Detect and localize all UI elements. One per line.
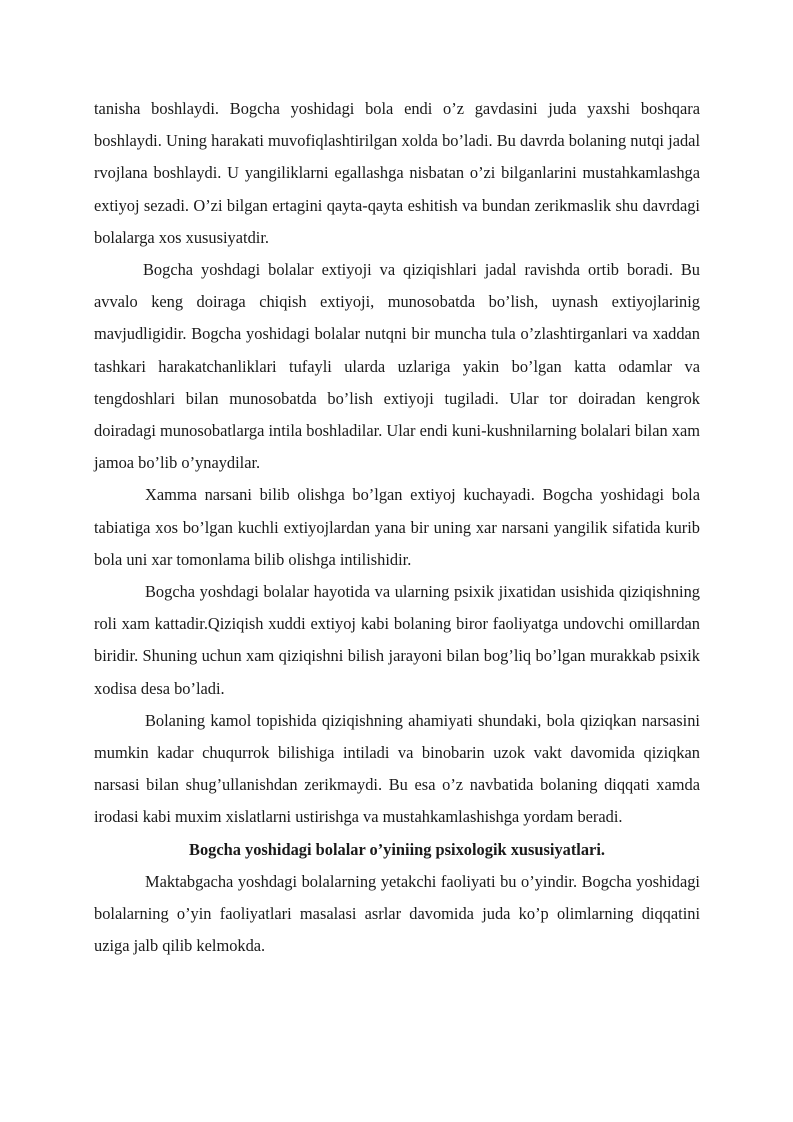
paragraph-development: Bolaning kamol topishida qiziqishning ahamiyati shundaki, bola qiziqkan narsasini mumkin kadar chuqurrok bilishiga intiladi va binobarin uzok vakt davomida qiziqkan narsasi bilan shug’ullanishdan zerikmaydi. Bu esa o’z navbatida bolaning diqqati xamda irodasi kabi muxim xislatlarni ustirishga va mustahkamlashishga yordam beradi. [94, 710, 700, 827]
paragraph-learning-need: Xamma narsani bilib olishga bo’lgan extiyoj kuchayadi. Bogcha yoshidagi bola tabiatiga xos bo’lgan kuchli extiyojlardan yana bir uning xar narsani yangilik sifatida kurib bola uni xar tomonlama bilib olishga intilishidir. [94, 485, 700, 569]
document-page [94, 93, 700, 962]
paragraph-interest-role: Bogcha yoshdagi bolalar hayotida va ularning psixik jixatidan usishida qiziqishning roli xam kattadir.Qiziqish xuddi extiyoj kabi bolaning biror faoliyatga undovchi omillardan biridir. Shuning uchun xam qiziqishni bilish jarayoni bilan bog’liq bo’lgan murakkab psixik xodisa desa bo’ladi. [94, 582, 700, 698]
section-heading: Bogcha yoshidagi bolalar o’yiniing psixologik xususiyatlari. [189, 839, 605, 859]
paragraph-needs-interests: Bogcha yoshdagi bolalar extiyoji va qiziqishlari jadal ravishda ortib boradi. Bu avvalo keng doiraga chiqish extiyoji, munosobatda bo’lish, uynash extiyojlarinig mavjudligidir. Bogcha yoshidagi bolalar nutqni bir muncha tula o’zlashtirganlari va xaddan tashkari harakatchanliklari tufayli ularda uzlariga yakin bo’lgan katta odamlar va tengdoshlari bilan munosobatda bo’lish extiyoji tugiladi. Ular tor doiradan kengrok doiradagi munosobatlarga intila boshladilar. Ular endi kuni-kushnilarning bolalari bilan xam jamoa bo’lib o’ynaydilar. [94, 260, 701, 473]
paragraph-play-activity: Maktabgacha yoshdagi bolalarning yetakchi faoliyati bu o’yindir. Bogcha yoshidagi bolalarning o’yin faoliyatlari masalasi asrlar davomida juda ko’p olimlarning diqqatini uziga jalb qilib kelmokda. [94, 871, 700, 956]
paragraph-continuation: tanisha boshlaydi. Bogcha yoshidagi bola endi o’z gavdasini juda yaxshi boshqara boshlaydi. Uning harakati muvofiqlashtirilgan xolda bo’ladi. Bu davrda bolaning nutqi jadal rvojlana boshlaydi. U yangiliklarni egallashga nisbatan o’zi bilganlarini mustahkamlashga extiyoj sezadi. O’zi bilgan ertagini qayta-qayta eshitish va bundan zerikmaslik shu davrdagi bolalarga xos xususiyatdir. [94, 99, 700, 247]
